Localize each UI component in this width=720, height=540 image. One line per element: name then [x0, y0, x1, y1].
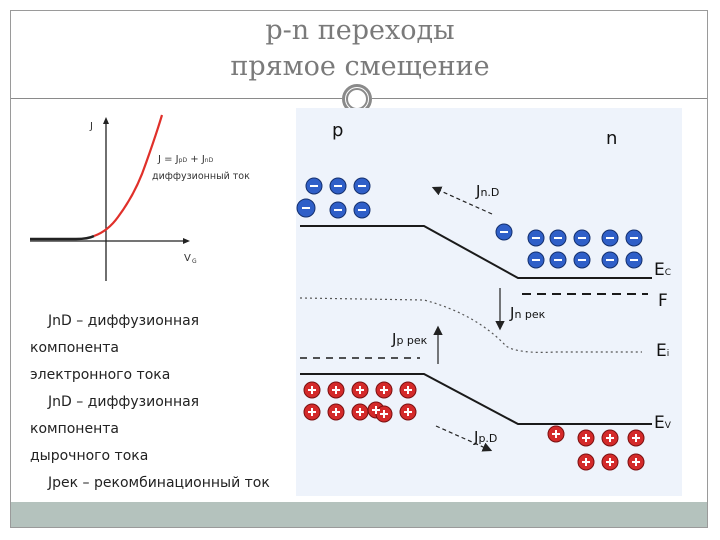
electron-group-n [496, 224, 642, 268]
note-line: дырочного тока [30, 448, 149, 464]
slide-subtitle: прямое смещение [230, 51, 490, 82]
x-axis-label-sub: G [192, 258, 197, 265]
footer-bar [11, 502, 707, 527]
ev-label: EV [654, 413, 671, 433]
diffusion-current-label: диффузионный ток [152, 171, 250, 182]
slide-title: p-n переходы [265, 15, 455, 46]
electron-group-p [297, 178, 370, 218]
fermi-label: F [658, 291, 668, 311]
ec-label: EC [654, 260, 672, 280]
y-axis-label: J [90, 121, 93, 132]
note-line: JnD – диффузионная [48, 313, 200, 329]
current-equation: J = JpD + JnD [158, 154, 214, 165]
note-line: компонента [30, 421, 119, 437]
conduction-band-line [300, 226, 652, 278]
note-line: компонента [30, 340, 119, 356]
legend-notes [30, 308, 290, 497]
divider-ornament-inner [346, 88, 368, 110]
title-divider-right [372, 98, 707, 99]
ei-label: Ei [656, 341, 670, 361]
note-line: Jрек – рекомбинационный ток [48, 475, 270, 491]
band-diagram [296, 108, 682, 496]
electron-signs [302, 185, 638, 261]
iv-curve-graph [18, 113, 254, 295]
jnd-label: Jn.D [476, 182, 500, 200]
jpd-label: Jp.D [474, 428, 498, 446]
n-region-label: n [606, 128, 618, 149]
hole-group-n [548, 426, 644, 470]
p-region-label: p [332, 120, 344, 141]
jprec-label: Jp рек [392, 330, 428, 348]
intrinsic-level-line [300, 298, 642, 352]
jnrec-label: Jn рек [510, 304, 546, 322]
title-divider-left [11, 98, 342, 99]
note-line: JnD – диффузионная [48, 394, 200, 410]
x-axis-label: V [184, 253, 191, 264]
note-line: электронного тока [30, 367, 171, 383]
